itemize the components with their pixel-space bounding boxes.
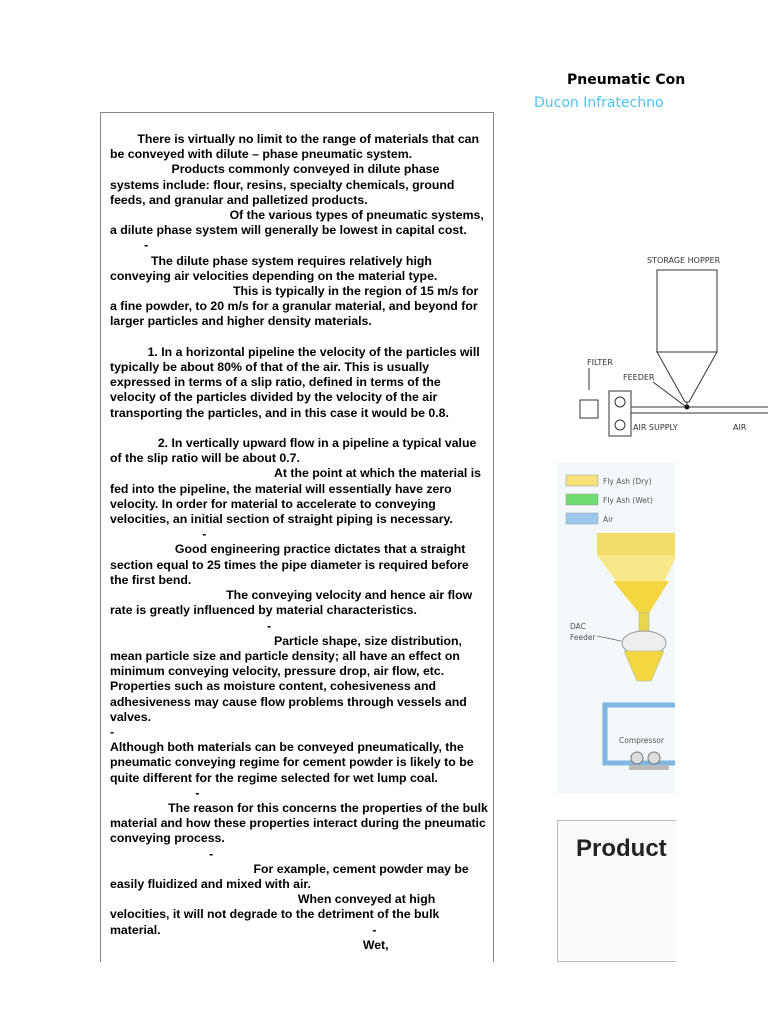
hopper-cone <box>657 352 717 402</box>
fly-ash-system-diagram <box>557 463 675 793</box>
storage-hopper-label: STORAGE HOPPER <box>647 256 721 265</box>
feed-point-icon <box>685 405 690 410</box>
compressor-label: Compressor <box>619 736 664 745</box>
hopper-body <box>657 270 717 352</box>
feeder-label: FEEDER <box>623 373 655 382</box>
legend-swatch-air <box>566 513 598 524</box>
blower-bottom-icon <box>615 420 625 430</box>
product-heading: Product <box>576 835 667 862</box>
compressor-right-icon <box>648 752 660 764</box>
product-panel <box>557 820 676 962</box>
legend-label-dry: Fly Ash (Dry) <box>603 477 652 486</box>
feeder-arrow <box>597 636 621 641</box>
compressor-base <box>629 765 669 770</box>
body-text: There is virtually no limit to the range of materials that can be conveyed with dilute – phase pneumatic system. Products commonly conveyed in dilute phase systems include: flour, resins, specialty chemicals, ground feeds, and granular and palletized products. Of the various types of pneumatic systems, a dilute phase system will generally be lowest in capital cost. - The dilute phase system requires relatively high conveying air velocities depending on the material type. This is typically in the region of 15 m/s for a fine powder, to 20 m/s for a granular material, and beyond for larger particles and higher density materials. 1. In a horizontal pipeline the velocity of the particles will typically be about 80% of that of the air. This is usually expressed in terms of a slip ratio, defined in terms of the velocity of the particles divided by the velocity of the air transporting the particles, and in this case it would be 0.8. 2. In vertically upward flow in a pipeline a typical value of the slip ratio will be about 0.7. At the point at which the material is fed into the pipeline, the material will essentially have zero velocity. In order for material to accelerate to conveying velocities, an initial section of straight piping is necessary. - Good engineering practice dictates that a straight section equal to 25 times the pipe diameter is required before the first bend. The conveying velocity and hence air flow rate is greatly influenced by material characteristics. - Particle shape, size distribution, mean particle size and particle density; all have an effect on minimum conveying velocity, pressure drop, air flow, etc. Properties such as moisture content, cohesiveness and adhesiveness may cause flow problems through vessels and valves. - Although both materials can be conveyed pneumatically, the pneumatic conveying regime for cement powder is likely to be quite different for the regime selected for wet lump coal. - The reason for this concerns the properties of the bulk material and how these properties interact during the pneumatic conveying process. - For example, cement powder may be easily fluidized and mixed with air. When conveyed at high velocities, it will not degrade to the detriment of the bulk material. - Wet, <box>110 132 488 952</box>
company-subtitle: Ducon Infratechno <box>534 95 664 111</box>
filter-box <box>580 400 598 418</box>
legend-swatch-dry <box>566 475 598 486</box>
conveying-system-diagram <box>575 250 768 440</box>
legend-label-wet: Fly Ash (Wet) <box>603 496 653 505</box>
filter-label: FILTER <box>587 358 613 367</box>
air-label: AIR <box>733 423 747 432</box>
feeder-lower-cone <box>624 651 664 681</box>
legend-swatch-wet <box>566 494 598 505</box>
blower-top-icon <box>615 397 625 407</box>
dac-label: DAC <box>570 622 586 631</box>
feeder-label: Feeder <box>570 633 596 642</box>
silo-body <box>597 533 675 555</box>
page-title: Pneumatic Con <box>567 72 686 88</box>
text-box <box>100 112 494 962</box>
air-supply-label: AIR SUPPLY <box>633 423 678 432</box>
legend-label-air: Air <box>603 515 614 524</box>
blower-unit <box>609 391 631 436</box>
compressor-left-icon <box>631 752 643 764</box>
feeder-neck <box>639 613 649 631</box>
silo-cone-fill <box>613 581 669 613</box>
